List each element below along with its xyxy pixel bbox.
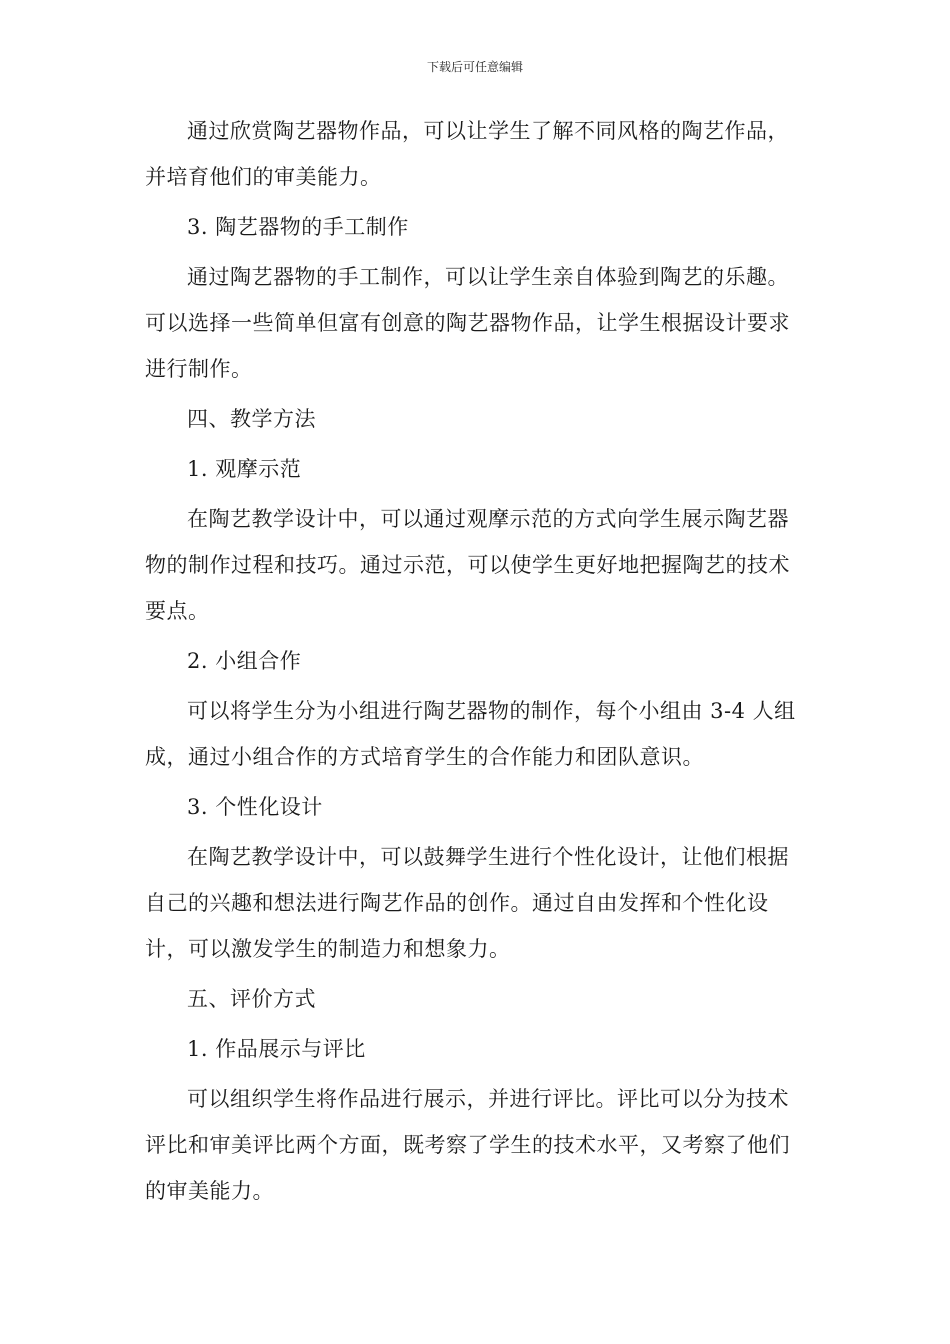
paragraph-demonstration: 在陶艺教学设计中，可以通过观摩示范的方式向学生展示陶艺器物的制作过程和技巧。通过示范，可以使学生更好地把握陶艺的技术要点。 bbox=[145, 507, 790, 623]
document-body bbox=[145, 108, 810, 1214]
paragraph-handmade: 通过陶艺器物的手工制作，可以让学生亲自体验到陶艺的乐趣。可以选择一些简单但富有创意的陶艺器物作品，让学生根据设计要求进行制作。 bbox=[145, 265, 790, 381]
heading-demonstration: 1. 观摩示范 bbox=[187, 457, 302, 481]
paragraph-group-work: 可以将学生分为小组进行陶艺器物的制作，每个小组由 3-4 人组成，通过小组合作的方式培育学生的合作能力和团队意识。 bbox=[145, 699, 796, 769]
page-header-note: 下载后可任意编辑 bbox=[426, 60, 523, 74]
heading-group-work: 2. 小组合作 bbox=[187, 649, 302, 673]
heading-evaluation: 五、评价方式 bbox=[187, 987, 316, 1011]
paragraph-exhibition: 可以组织学生将作品进行展示，并进行评比。评比可以分为技术评比和审美评比两个方面，既考察了学生的技术水平，又考察了他们的审美能力。 bbox=[145, 1087, 790, 1203]
heading-personalized-design: 3. 个性化设计 bbox=[187, 795, 323, 819]
paragraph-appreciation: 通过欣赏陶艺器物作品，可以让学生了解不同风格的陶艺作品，并培育他们的审美能力。 bbox=[145, 119, 789, 189]
heading-teaching-methods: 四、教学方法 bbox=[187, 407, 316, 431]
heading-handmade: 3. 陶艺器物的手工制作 bbox=[187, 215, 409, 239]
heading-exhibition: 1. 作品展示与评比 bbox=[187, 1037, 366, 1061]
paragraph-personalized-design: 在陶艺教学设计中，可以鼓舞学生进行个性化设计，让他们根据自己的兴趣和想法进行陶艺作品的创作。通过自由发挥和个性化设计，可以激发学生的制造力和想象力。 bbox=[145, 845, 789, 961]
